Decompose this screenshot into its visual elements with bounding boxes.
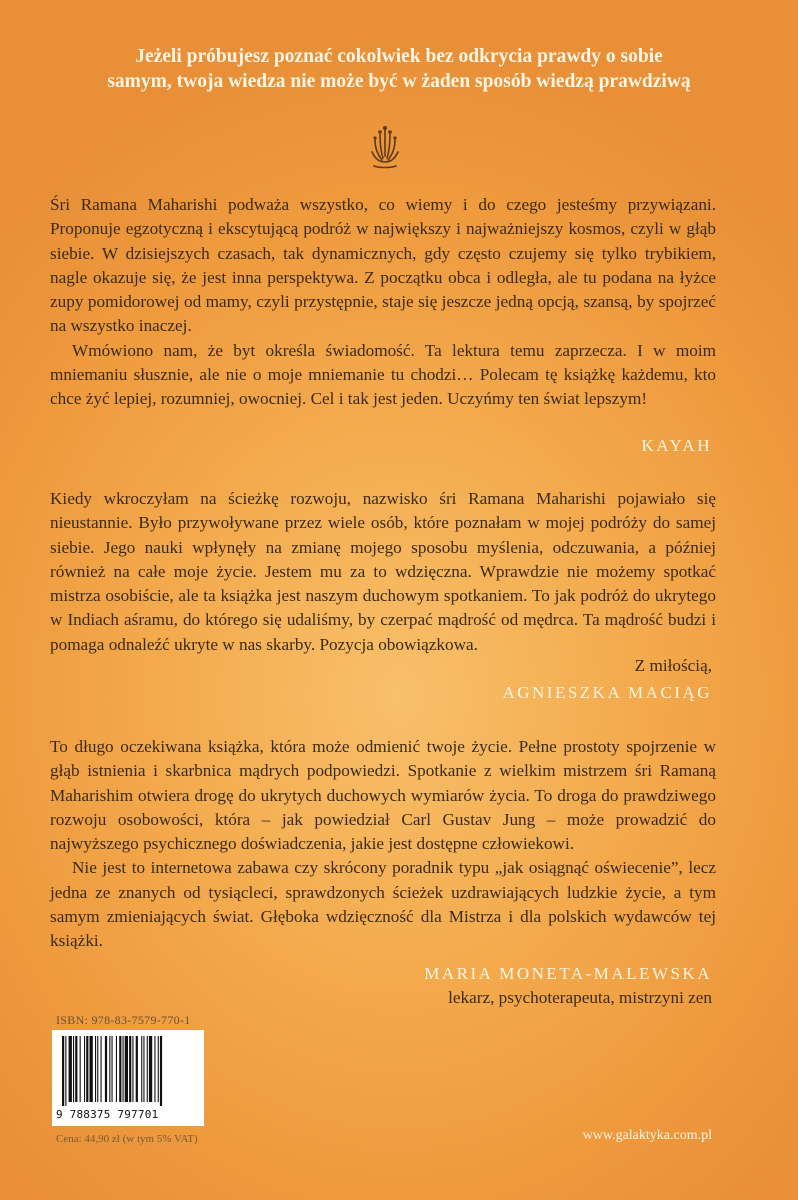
barcode-bar (65, 1036, 66, 1106)
barcode-digits: 9 788375 797701 (56, 1108, 159, 1121)
signature-maciag: AGNIESZKA MACIĄG (502, 683, 712, 702)
barcode-bar (141, 1036, 142, 1102)
lotus-ornament-icon (368, 122, 402, 170)
barcode-bar (132, 1036, 133, 1102)
motto-quote (40, 44, 758, 94)
publisher-website: www.galaktyka.com.pl (582, 1128, 712, 1143)
barcode-bar (86, 1036, 88, 1102)
review-kayah (50, 193, 716, 412)
barcode-bar (119, 1036, 121, 1102)
barcode-bar (73, 1036, 74, 1102)
barcode-bar (143, 1036, 144, 1102)
barcode-bar (112, 1036, 113, 1102)
barcode (52, 1030, 204, 1126)
barcode-bar (69, 1036, 72, 1102)
barcode-bars (58, 1036, 198, 1106)
barcode-bar (84, 1036, 85, 1102)
barcode-bar (62, 1036, 64, 1106)
barcode-bar (129, 1036, 131, 1102)
review-moneta-paragraph-2: Nie jest to internetowa zabawa czy skrócony poradnik typu „jak osiągnąć oświecenie”, lecz jedna ze znanych od tysiącleci, sprawdzonych ścieżek uzdrawiających ludzkie życie, a tym samym zmieniających świat. Głęboka wdzięczność dla Mistrza i dla polskich wydawców tej książki. (50, 858, 716, 951)
barcode-bar (154, 1036, 155, 1102)
barcode-bar (80, 1036, 81, 1102)
review-kayah-paragraph-1: Śri Ramana Maharishi podważa wszystko, co wiemy i do czego jesteśmy przywiązani. Proponuje egzotyczną i ekscytującą podróż w największy i najważniejszy kosmos, czyli w głąb siebie. W dzisiejszych czasach, tak dynamicznych, gdy często czujemy się tylko trybikiem, nagle okazuje się, że jest inna perspektywa. Z początku obca i odległa, ale tu podana na łyżce zupy pomidorowej od mamy, czyli przystępnie, staje się jeszcze jedną opcją, szansą, by spojrzeć na wszystko inaczej. (50, 195, 716, 336)
closing-with-love: Z miłością, (634, 656, 712, 675)
barcode-bar (101, 1036, 102, 1102)
barcode-bar (158, 1036, 159, 1102)
isbn-label: ISBN: 978-83-7579-770-1 (56, 1013, 191, 1027)
barcode-bar (97, 1036, 98, 1102)
barcode-bar (147, 1036, 148, 1102)
barcode-bar (95, 1036, 96, 1102)
barcode-bar (160, 1036, 162, 1106)
motto-line-2: samym, twoja wiedza nie może być w żaden sposób wiedzą prawdziwą (107, 71, 691, 92)
signature-moneta-malewska: MARIA MONETA-MALEWSKA (424, 964, 712, 983)
review-maciag (50, 487, 716, 657)
barcode-bar (109, 1036, 110, 1102)
barcode-bar (149, 1036, 152, 1102)
barcode-bar (90, 1036, 93, 1102)
barcode-bar (105, 1036, 107, 1102)
price-label: Cena: 44,90 zł (w tym 5% VAT) (56, 1133, 198, 1145)
barcode-bar (75, 1036, 77, 1102)
barcode-bar (125, 1036, 128, 1102)
review-maciag-paragraph-1: Kiedy wkroczyłam na ścieżkę rozwoju, nazwisko śri Ramana Maharishi pojawiało się nieustannie. Było przywoływane przez wiele osób, które poznałam w mojej podróży do samej siebie. Jego nauki wpłynęły na zmianę mojego sposobu myślenia, odczuwania, a później również na całe moje życie. Jestem mu za to wdzięczna. Wprawdzie nie możemy spotkać mistrza osobiście, ale ta książka jest naszym duchowym spotkaniem. To jak podróż do ukrytego w Indiach aśramu, do którego się udaliśmy, by czerpać mądrość od mędrca. Ta mądrość budzi i pomaga odnaleźć ukryte w nas skarby. Pozycja obowiązkowa. (50, 489, 716, 654)
barcode-bar (123, 1036, 124, 1102)
signature-role: lekarz, psychoterapeuta, mistrzyni zen (448, 988, 712, 1007)
signature-kayah: KAYAH (641, 436, 712, 455)
barcode-bar (116, 1036, 117, 1102)
barcode-bar (136, 1036, 138, 1102)
review-moneta-paragraph-1: To długo oczekiwana książka, która może odmienić twoje życie. Pełne prostoty spojrzenie w głąb istnienia i skarbnica mądrych podpowiedzi. Spotkanie z wielkim mistrzem śri Ramaną Maharishim otwiera drogę do ukrytych duchowych wymiarów życia. To droga do prawdziwego rozwoju osobowości, która – jak powiedział Carl Gustav Jung – może prowadzić do najwyższego psychicznego doświadczenia, jakie jest dostępne człowiekowi. (50, 737, 716, 854)
motto-line-1: Jeżeli próbujesz poznać cokolwiek bez odkrycia prawdy o sobie (135, 46, 663, 67)
review-kayah-paragraph-2: Wmówiono nam, że byt określa świadomość. Ta lektura temu zaprzecza. I w moim mniemaniu słusznie, ale nie o moje mniemanie tu chodzi… Polecam tę książkę każdemu, kto chce żyć lepiej, rozumniej, owocniej. Cel i tak jest jeden. Uczyńmy ten świat lepszym! (50, 340, 716, 409)
review-moneta-malewska (50, 735, 716, 954)
